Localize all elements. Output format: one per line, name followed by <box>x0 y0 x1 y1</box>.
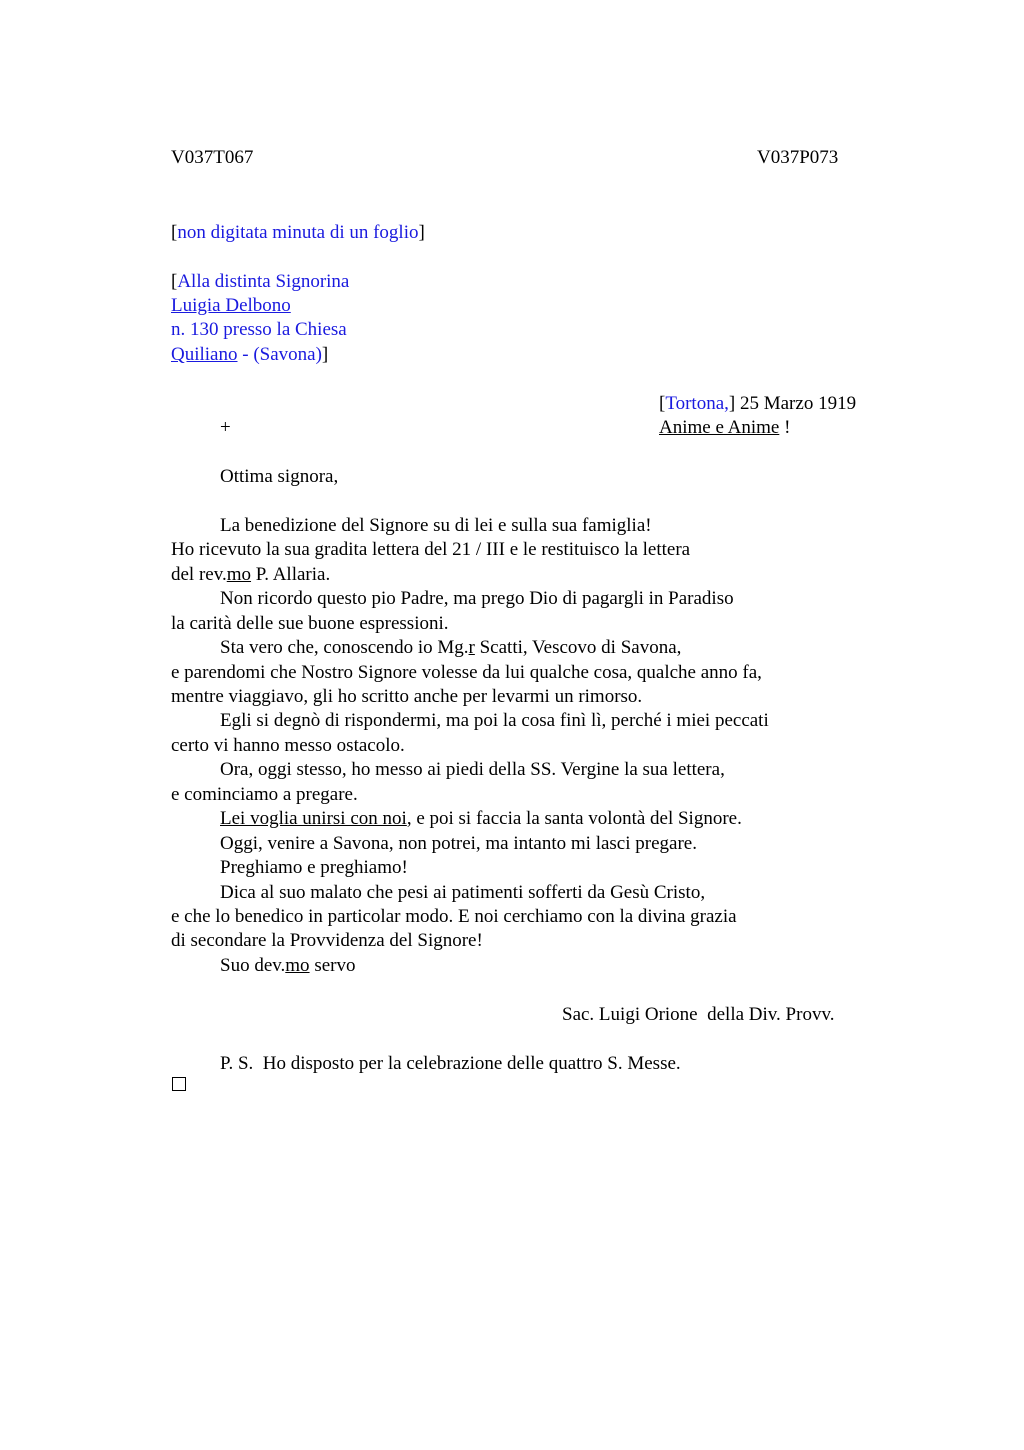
body-line: Oggi, venire a Savona, non potrei, ma intanto mi lasci pregare. <box>220 833 697 854</box>
body-line: Egli si degnò di rispondermi, ma poi la cosa finì lì, perché i miei peccati <box>220 710 769 731</box>
body-line: Ho ricevuto la sua gradita lettera del 21 / III e le restituisco la lettera <box>171 539 691 560</box>
cross-mark: + <box>220 417 231 438</box>
body-line: La benedizione del Signore su di lei e sulla sua famiglia! <box>220 515 652 536</box>
body-line: mentre viaggiavo, gli ho scritto anche per levarmi un rimorso. <box>171 686 643 707</box>
editorial-note: [non digitata minuta di un foglio] <box>171 222 425 243</box>
dateline: [Tortona,] 25 Marzo 1919 <box>659 393 857 414</box>
address-line-2: Luigia Delbono <box>171 295 291 316</box>
document-code-left: V037T067 <box>171 147 254 168</box>
salutation: Ottima signora, <box>220 466 339 487</box>
closing: Suo dev.mo servo <box>220 955 356 976</box>
body-line: Lei voglia unirsi con noi, e poi si faccia la santa volontà del Signore. <box>220 808 742 829</box>
body-line: del rev.mo P. Allaria. <box>171 564 331 585</box>
document-code-right: V037P073 <box>757 147 839 168</box>
body-line: Dica al suo malato che pesi ai patimenti sofferti da Gesù Cristo, <box>220 882 706 903</box>
body-line: Non ricordo questo pio Padre, ma prego Dio di pagargli in Paradiso <box>220 588 734 609</box>
address-line-1: [Alla distinta Signorina <box>171 271 350 292</box>
body-line: la carità delle sue buone espressioni. <box>171 613 449 634</box>
end-marker-box-icon <box>172 1077 186 1091</box>
postscript: P. S. Ho disposto per la celebrazione delle quattro S. Messe. <box>220 1053 681 1074</box>
body-line: e che lo benedico in particolar modo. E noi cerchiamo con la divina grazia <box>171 906 737 927</box>
signature: Sac. Luigi Orione della Div. Provv. <box>562 1004 835 1025</box>
body-line: certo vi hanno messo ostacolo. <box>171 735 405 756</box>
body-line: e parendomi che Nostro Signore volesse da lui qualche cosa, qualche anno fa, <box>171 662 762 683</box>
body-line: Preghiamo e preghiamo! <box>220 857 408 878</box>
address-line-3: n. 130 presso la Chiesa <box>171 319 347 340</box>
body-line: Ora, oggi stesso, ho messo ai piedi della SS. Vergine la sua lettera, <box>220 759 725 780</box>
body-line: e cominciamo a pregare. <box>171 784 358 805</box>
address-line-4: Quiliano - (Savona)] <box>171 344 329 365</box>
motto: Anime e Anime ! <box>659 417 791 438</box>
body-line: Sta vero che, conoscendo io Mg.r Scatti, Vescovo di Savona, <box>220 637 682 658</box>
body-line: di secondare la Provvidenza del Signore! <box>171 930 483 951</box>
